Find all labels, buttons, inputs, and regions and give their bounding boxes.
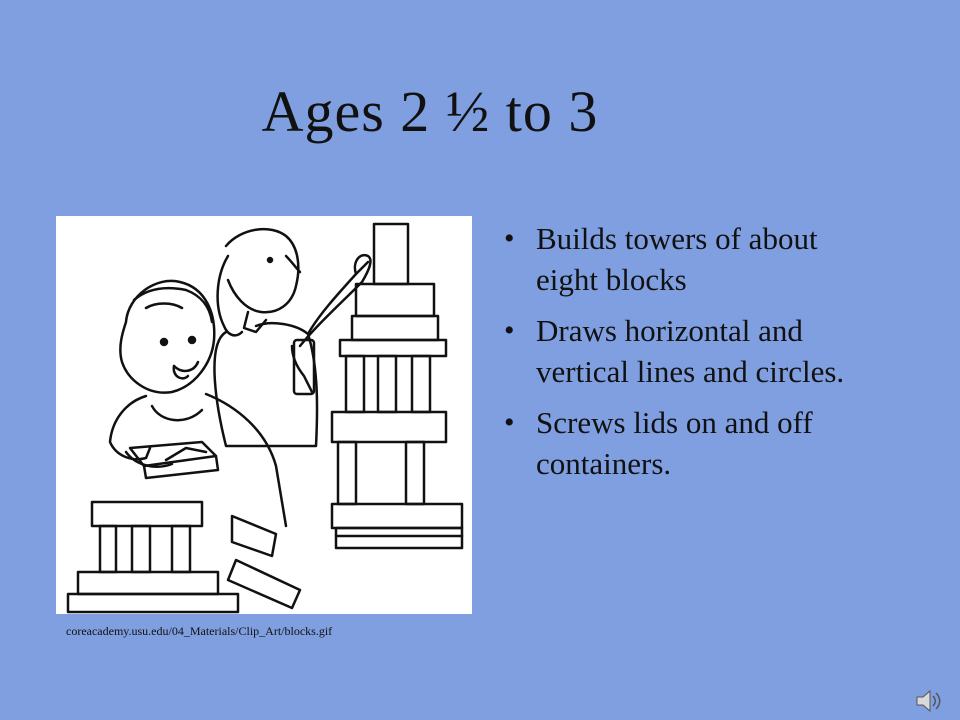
- bullet-text: Screws lids on and off containers.: [536, 405, 813, 481]
- slide-title: Ages 2 ½ to 3: [261, 79, 599, 144]
- bullet-dot-icon: •: [504, 222, 515, 255]
- bullet-item: [500, 402, 880, 484]
- bullet-text: Draws horizontal and vertical lines and circles.: [536, 313, 845, 389]
- bullet-dot-icon: •: [504, 406, 515, 439]
- bullet-item: [500, 218, 880, 300]
- bullet-item: [500, 310, 880, 392]
- bullet-dot-icon: •: [504, 314, 515, 347]
- children-building-blocks-image: [56, 216, 472, 614]
- bullet-list: [500, 218, 880, 494]
- bullet-text: Builds towers of about eight blocks: [536, 221, 818, 297]
- image-credit[interactable]: coreacademy.usu.edu/04_Materials/Clip_Art/blocks.gif: [66, 624, 333, 638]
- speaker-icon[interactable]: [914, 688, 944, 714]
